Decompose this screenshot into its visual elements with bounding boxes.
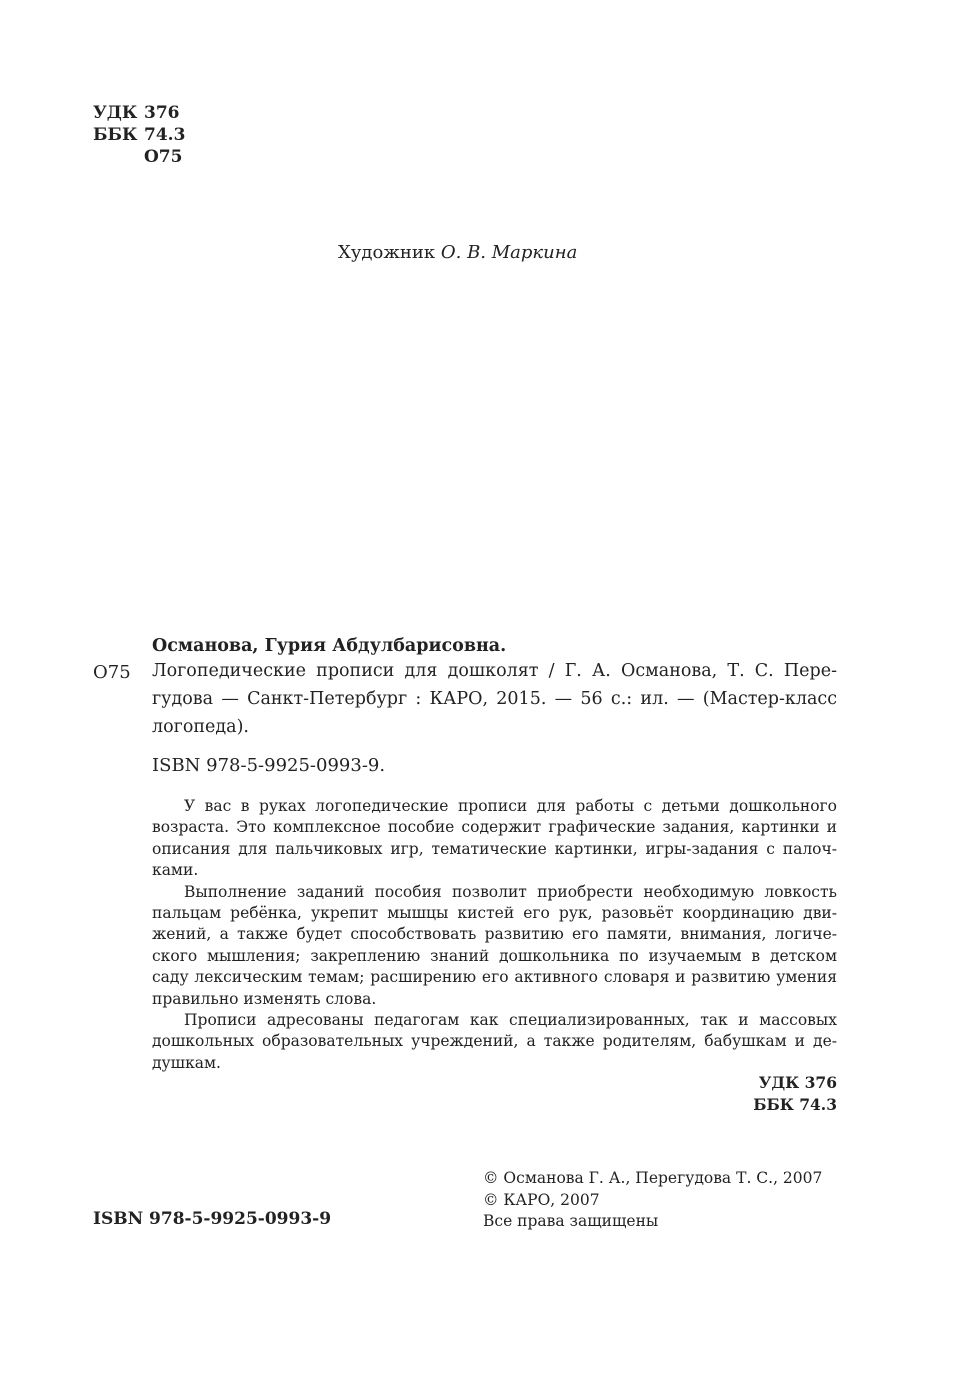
abstract: [152, 796, 837, 1074]
abstract-line: душкам.: [152, 1053, 221, 1072]
author-heading: Османова, Гурия Абдулбарисовна.: [152, 636, 507, 656]
udk-value: 376: [144, 103, 180, 123]
abstract-line: У вас в руках логопедические прописи для работы с детьми дошкольного: [184, 797, 837, 815]
abstract-line: описания для пальчиковых игр, тематические картинки, игры-задания с палоч-: [152, 839, 837, 858]
record-code: О75: [93, 662, 131, 683]
copyright-block: [483, 1168, 822, 1233]
rights-reserved: Все права защищены: [483, 1212, 659, 1231]
artist-name: О. В. Маркина: [440, 242, 578, 263]
bib-line: логопеда).: [152, 717, 249, 737]
abstract-line: дошкольных образовательных учреждений, а также родителям, бабушкам и де-: [152, 1032, 837, 1051]
bibliographic-description: [152, 657, 837, 741]
abstract-line: Прописи адресованы педагогам как специализированных, так и массовых: [184, 1011, 837, 1030]
udk-row: [93, 102, 185, 124]
bib-line: Логопедические прописи для дошколят / Г. А. Османова, Т. С. Пере-: [152, 661, 837, 681]
bib-line: гудова — Санкт-Петербург : КАРО, 2015. — 56 с.: ил. — (Мастер-класс: [152, 689, 837, 709]
bbk-value: 74.3: [144, 125, 186, 145]
abstract-paragraph: [152, 1010, 837, 1074]
abstract-paragraph: [152, 882, 837, 1010]
udk-label: УДК: [93, 103, 138, 123]
copyright-line: © КАРО, 2007: [483, 1190, 600, 1209]
author-mark-row: [93, 146, 185, 168]
abstract-line: Выполнение заданий пособия позволит приобрести необходимую ловкость: [184, 882, 837, 901]
bbk-row: [93, 124, 185, 146]
isbn-footer: ISBN 978-5-9925-0993-9: [93, 1209, 332, 1229]
bbk-footer-line: ББК 74.3: [753, 1094, 837, 1114]
abstract-line: жений, а также будет способствовать развитию его памяти, внимания, логиче-: [152, 925, 837, 944]
udk-bbk-footer: [700, 1072, 837, 1115]
abstract-paragraph: [152, 796, 837, 882]
udk-footer-line: УДК 376: [758, 1073, 837, 1092]
abstract-line: ского мышления; закреплению знаний дошкольника по изучаемым в детском: [152, 946, 837, 965]
bbk-label: ББК: [93, 125, 138, 145]
abstract-line: правильно изменять слова.: [152, 989, 377, 1008]
abstract-line: ками.: [152, 861, 199, 880]
artist-role: Художник: [338, 242, 436, 263]
abstract-line: саду лексическим темам; расширению его активного словаря и развитию умения: [152, 968, 837, 987]
artist-credit: [338, 242, 577, 263]
record-isbn: ISBN 978-5-9925-0993-9.: [152, 755, 386, 776]
copyright-line: © Османова Г. А., Перегудова Т. С., 2007: [483, 1169, 823, 1187]
abstract-line: пальцам ребёнка, укрепит мышцы кистей его рук, разовьёт координацию дви-: [152, 904, 837, 923]
classification-block: [93, 102, 185, 168]
author-mark: О75: [144, 147, 183, 167]
abstract-line: возраста. Это комплексное пособие содержит графические задания, картинки и: [152, 818, 837, 837]
